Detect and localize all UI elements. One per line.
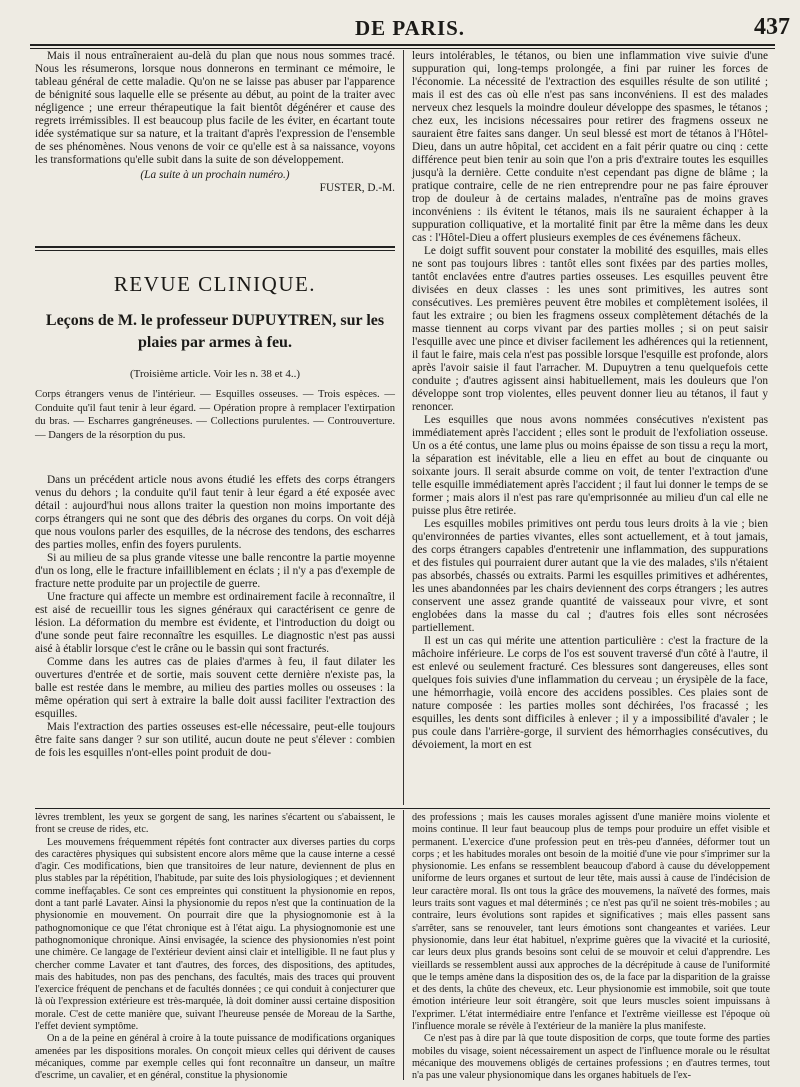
paragraph: Comme dans les autres cas de plaies d'armes à feu, il faut dilater les ouvertures d'entrée et de sortie, mais souvent cette dernière n'existe pas, la balle est restée dans le membre, au milieu des parties molles ou osseuses : la même opération qui sert à extraire la balle doit aussi faciliter l'extraction des esquilles. — [35, 656, 395, 720]
paragraph: On a de la peine en général à croire à la toute puissance de modifications organiques amenées par les dispositions morales. On conçoit mieux celles qui dérivent de causes mécaniques, comme par exemple celles qui font reconnaître un danseur, un maître d'escrime, un cavalier, et en général, constitue la physionomie — [35, 1033, 395, 1082]
column-divider-bottom — [403, 810, 404, 1080]
paragraph: Une fracture qui affecte un membre est ordinairement facile à reconnaître, il est aisé de recueillir tous les signes généraux qui caractérisent ce genre de lésion. La déformation du membre est évidente, et l'introduction du doigt ou d'une sonde peut faire reconnaître les esquilles. Le diagnostic n'est pas aussi aisé à établir lorsque c'est le crâne ou le bassin qui sont fracturés. — [35, 591, 395, 655]
paragraph: leurs intolérables, le tétanos, ou bien une inflammation vive suivie d'une suppuration qui, long-temps prolongée, a fini par ruiner les forces de l'économie. La nécessité de l'extraction des esquilles résulte de son utilité ; mais il est des cas où elle n'est pas sans inconvéniens. Il est des malades nerveux chez lesquels la moindre douleur développe des spasmes, le tétanos ; chez eux, les incisions nécessaires pour retirer des fragmens osseux ne sauraient être faites sans danger. Un seul blessé est mort de tétanos à l'Hôtel-Dieu, dans un autre hôpital, cet accident en a fait périr quatre ou cinq : cette différence peut bien tenir au soin que l'on a pris d'extraire toutes les esquilles jusqu'à la dernière. Cette conduite n'est cependant pas digne de blâme ; la pratique contraire, celle de ne rien entreprendre pour ne pas faire éprouver trop de douleur à de certains malades, n'entraîne pas de moins graves inconvéniens : ils évitent le tétanos, mais ils ne sauraient échapper à la suppuration colliquative, et la mortalité finit par être la même dans les deux cas : l'Hôtel-Dieu a offert plusieurs exemples de ces événemens fâcheux. — [412, 50, 768, 244]
page-number: 437 — [754, 14, 790, 40]
feuilleton-rule — [35, 808, 770, 809]
right-column — [412, 50, 768, 752]
bottom-right-column — [412, 812, 770, 1083]
left-column-body — [35, 474, 395, 760]
paragraph: Les esquilles mobiles primitives ont perdu tous leurs droits à la vie ; bien qu'environnées de parties vivantes, elles sont actuellement, et à tout jamais, des corps étrangers capables d'entretenir une inflammation, des suppurations et des fistules qui pourraient durer autant que la vie des malades, s'ils n'étaient pas absorbés, chassés ou extraits. Parmi les esquilles primitives et adhérentes, les unes abandonnées par les chairs deviennent des corps étrangers ; les autres conservent une assez grande quantité de vaisseaux pour vivre, et sont englobées dans la masse du cal ; d'autres fois elles sont nécrosées partiellement. — [412, 518, 768, 634]
continuation-note: (La suite à un prochain numéro.) — [140, 169, 290, 181]
paragraph: Le doigt suffit souvent pour constater la mobilité des esquilles, mais elles ne sont pas toujours libres : tantôt elles sont fixées par des parties molles, tantôt enclavées entre d'autres parties osseuses. Les esquilles peuvent être divisées en deux classes : les unes sont primitives, les autres sont consécutives. Les premières peuvent être mobiles et complètement isolées, il faut les extraire ; ou bien les fragmens osseux complètement détachés de la masse tiennent au corps vivant par des parties molles ; si on peut saisir l'esquille avec une pince et diviser facilement les adhérences qui la retiennent, il faut le faire, mais cela n'est pas possible lorsque l'esquille est profonde, alors après l'avoir saisie il faut l'arracher. M. Dupuytren a tenu quelquefois cette conduite ; d'autres agissent ainsi habituellement, mais les douleurs que l'on développe sont trop violentes, elles peuvent donner lieu au tétanos, il faut y renoncer. — [412, 245, 768, 413]
header-rule — [30, 44, 775, 49]
paragraph: Si au milieu de sa plus grande vitesse une balle rencontre la partie moyenne d'un os long, elle le fracture infailliblement en éclats ; il n'y a pas d'exemple de fracture nette produite par un projectile de guerre. — [35, 552, 395, 590]
paragraph: Ce n'est pas à dire par là que toute disposition de corps, que toute forme des parties mobiles du visage, soient nécessairement un aspect de l'influence morale ou le résultat mécanique des mouvemens obligés de certaines professions ; en d'autres termes, tout n'a pas une valeur physionomique dans les organes habituels de l'ex- — [412, 1033, 770, 1082]
section-title: REVUE CLINIQUE. — [113, 272, 317, 296]
article-note: (Troisième article. Voir les n. 38 et 4..) — [130, 368, 300, 380]
paragraph: Les mouvemens fréquemment répétés font contracter aux diverses parties du corps des caractères physiques qui subsistent encore alors même que la cause interne a cessé d'agir. Ces modifications, bien que transitoires de leur nature, deviennent de plus en plus stables par la répétition, l'habitude, par suite des lois physiologiques ; et deviennent comme ineffaçables. Ce sont ces empreintes qui constituent la physionomie en repos, dont a tant parlé Lavater. Ainsi la physionomie du repos n'est que la continuation de la physionomie en mouvement. On pourrait dire que la physiognomonie est à la pathognomonique ce que l'état chronique est à l'état aigu. La physiognomonie est une pathognomonique chronique. Ainsi envisagée, la science des physionomies n'est point une chimère. Ce langage de l'extérieur devient ainsi clair et intelligible. Il ne faut plus y chercher comme Lavater et tant d'autres, des forces, des dispositions, des aptitudes, mais des habitudes, non pas des penchans, des facultés, mais des traces qui prouvent l'exercice fréquent de penchans et de facultés données ; ce qui conduit à conjecturer que là où l'expression extérieure est très-marquée, là doit dominer aussi certaine disposition morale. C'est de cette manière que, suivant l'heureuse pensée de Moreau de la Sarthe, l'effet devient symptôme. — [35, 836, 395, 1033]
bottom-left-column — [35, 812, 395, 1083]
paragraph: des professions ; mais les causes morales agissent d'une manière moins violente et moins continue. Il leur faut beaucoup plus de temps pour produire un effet visible et permanent. L'exercice d'une profession peut en très-peu d'années, déformer tout un corps ; et les habitudes morales ont besoin de la moitié d'une vie pour s'imprimer sur la physionomie. Les enfans se ressemblent beaucoup d'abord à cause du développement uniforme de leurs organes et surtout de leur tête, mais aussi à cause de l'indécision de leur caractère moral. Ils ont tous la grâce des mouvemens, la naïveté des formes, mais leurs traits sont vagues et mal déterminés ; ce n'est pas qu'il ne soient très-mobiles ; au contraire, leurs évolutions sont rapides et significatives ; mais elles passent sans s'arrêter, sans se renouveler, tant leurs émotions sont changeantes et variées. Leur physionomie, dans leur état habituel, n'exprime guères que la vivacité et la curiosité, car leurs deux plus grands besoins sont celui de se mouvoir et celui d'apprendre. Les vieillards se ressemblent aussi aux approches de la décrépitude à cause de l'uniformité que le temps amène dans la disposition des os, de la face par la disparition de la graisse et des dents, la chûte des cheveux, etc. Leur physionomie est immobile, soit que toute émotion intérieure leur soit étrangère, soit que leurs muscles soient impuissans à l'exprimer. L'état intermédiaire entre l'enfance et l'extrême vieillesse est l'époque où l'influence morale se révèle à l'extérieur de la manière la plus manifeste. — [412, 812, 770, 1033]
section-separator — [35, 246, 395, 251]
author-signature: FUSTER, D.-M. — [319, 182, 395, 194]
paragraph: Mais l'extraction des parties osseuses est-elle nécessaire, peut-elle toujours être faite sans danger ? sur son utilité, aucun doute ne peut s'élever : combien de fois les esquilles n'ont-elles point produit de dou- — [35, 721, 395, 759]
paragraph: Mais il nous entraîneraient au-delà du plan que nous nous sommes tracé. Nous les résumerons, lorsque nous donnerons en terminant ce mémoire, le tableau général de cette maladie. Qu'on ne se laisse pas abuser par l'apparence de bénignité sous laquelle elle se présente au début, au point de la traiter avec négligence ; une erreur thérapeutique la fait bientôt dégénérer et cause des regrets irrémissibles. Il est beaucoup plus facile de les éviter, en écartant toute idée systématique sur sa nature, et la traitant d'après l'expression de l'ensemble de ses phénomènes. Nous venons de voir ce qu'elle est à sa naissance, voyons les transformations qu'elle subit dans la suite de son développement. — [35, 50, 395, 166]
lecture-title: Leçons de M. le professeur DUPUYTREN, sur les plaies par armes à feu. — [45, 312, 385, 351]
page-header — [30, 14, 790, 42]
paragraph: Dans un précédent article nous avons étudié les effets des corps étrangers venus du dehors ; la conduite qu'il faut tenir à leur égard a été exposée avec détail : aujourd'hui nous allons traiter la question non moins importante des corps étrangers qui ne sont que des débris des organes du corps. On voit déjà que nous voulons parler des esquilles, de la nécrose des tendons, des escharres des parties molles, enfin des foyers purulents. — [35, 474, 395, 551]
paragraph: Il est un cas qui mérite une attention particulière : c'est la fracture de la mâchoire inférieure. Le corps de l'os est souvent traversé d'un côté à l'autre, il est enlevé ou seulement fracturé. Ces blessures sont dangereuses, elles sont quelques fois suivies d'une inflammation du cerveau ; un érysipèle de la face, une hémorrhagie, voilà encore des accidens possibles. Ces plaies sont de nature composée : les parties molles sont déchirées, l'os fracassé ; les esquilles, les dents sont difficiles à enlever ; il y a impossibilité d'avaler ; le pus coule dans l'arrière-gorge, il survient des hémorrhagies consécutives, du dévoiement, la mort en est — [412, 635, 768, 751]
article-summary: Corps étrangers venus de l'intérieur. — Esquilles osseuses. — Trois espèces. — Conduite qu'il faut tenir à leur égard. — Opération propre à remplacer l'extirpation du bras. — Escharres gangréneuses. — Collections purulentes. — Controuverture. — Dangers de la résorption du pus. — [35, 389, 395, 441]
left-column-top — [35, 50, 395, 195]
paragraph: lèvres tremblent, les yeux se gorgent de sang, les narines s'écartent ou s'abaissent, le front se creuse de rides, etc. — [35, 812, 395, 836]
paragraph: Les esquilles que nous avons nommées consécutives n'existent pas immédiatement après l'accident ; elles sont le produit de l'exfoliation osseuse. Un os a été contus, une lame plus ou moins épaisse de son tissu a reçu la mort, la séparation est inévitable, elle a lieu en effet au bout de cinquante ou soixante jours. Il serait absurde comme on voit, de tenter l'extraction d'une telle esquille immédiatement après l'accident ; il faut lui donner le temps de se former ; mais alors il n'est pas rare qu'emprisonnée au milieu d'un cal elle ne puisse plus être retirée. — [412, 414, 768, 517]
column-divider — [403, 50, 404, 805]
running-title: DE PARIS. — [354, 16, 466, 40]
